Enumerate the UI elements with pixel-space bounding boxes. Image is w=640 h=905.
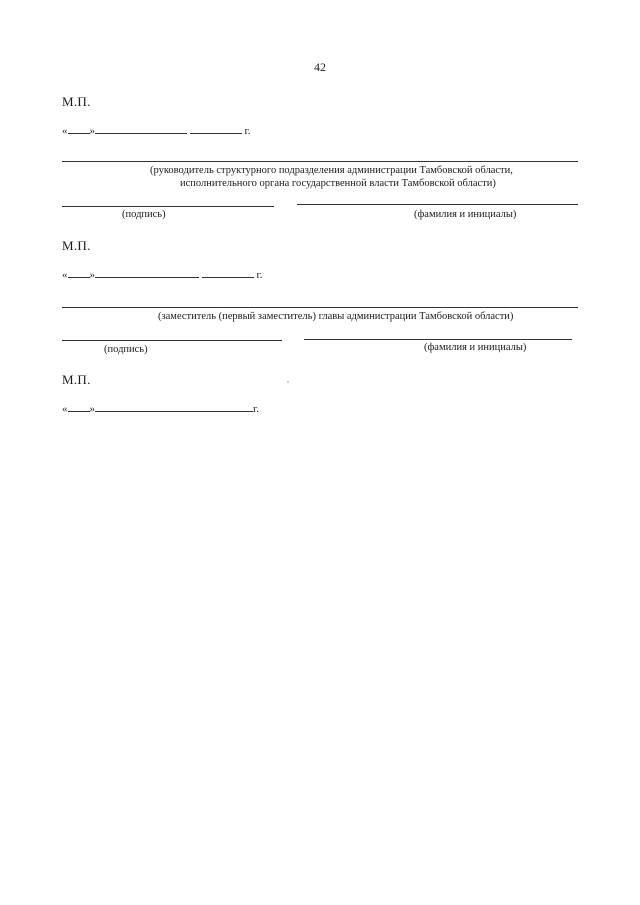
date-line-2 xyxy=(62,266,263,281)
date-open-quote: « xyxy=(62,125,68,137)
page-number: 42 xyxy=(314,60,326,74)
date-close-quote: » xyxy=(89,125,95,137)
position-caption-1b: исполнительного органа государственной власти Тамбовской области) xyxy=(180,178,496,189)
year-suffix: г. xyxy=(253,403,260,415)
day-blank[interactable] xyxy=(68,122,90,134)
signature-caption-1: (подпись) xyxy=(122,209,166,220)
stamp-label-1: М.П. xyxy=(62,94,91,109)
date-close-quote: » xyxy=(89,269,95,281)
month-blank[interactable] xyxy=(95,122,187,134)
day-blank[interactable] xyxy=(68,266,90,278)
month-blank[interactable] xyxy=(95,266,199,278)
scan-speck xyxy=(287,381,289,383)
year-suffix: г. xyxy=(256,269,263,281)
name-caption-1: (фамилия и инициалы) xyxy=(414,209,517,220)
date-line-3 xyxy=(62,400,259,415)
position-caption-2: (заместитель (первый заместитель) главы администрации Тамбовской области) xyxy=(158,311,514,322)
year-blank[interactable] xyxy=(190,122,242,134)
position-line-2[interactable] xyxy=(62,307,578,308)
signature-line-2[interactable] xyxy=(62,340,282,341)
position-line-1[interactable] xyxy=(62,161,578,162)
date-close-quote: » xyxy=(89,403,95,415)
name-caption-2: (фамилия и инициалы) xyxy=(424,342,527,353)
stamp-label-3: М.П. xyxy=(62,372,91,387)
date-open-quote: « xyxy=(62,403,68,415)
date-line-1 xyxy=(62,122,251,137)
stamp-label-2: М.П. xyxy=(62,238,91,253)
signature-line-1[interactable] xyxy=(62,206,274,207)
month-year-blank[interactable] xyxy=(95,400,253,412)
date-open-quote: « xyxy=(62,269,68,281)
signature-caption-2: (подпись) xyxy=(104,344,148,355)
year-suffix: г. xyxy=(244,125,251,137)
name-line-1[interactable] xyxy=(297,204,578,205)
day-blank[interactable] xyxy=(68,400,90,412)
position-caption-1a: (руководитель структурного подразделения администрации Тамбовской области, xyxy=(150,165,513,176)
year-blank[interactable] xyxy=(202,266,254,278)
name-line-2[interactable] xyxy=(304,339,572,340)
